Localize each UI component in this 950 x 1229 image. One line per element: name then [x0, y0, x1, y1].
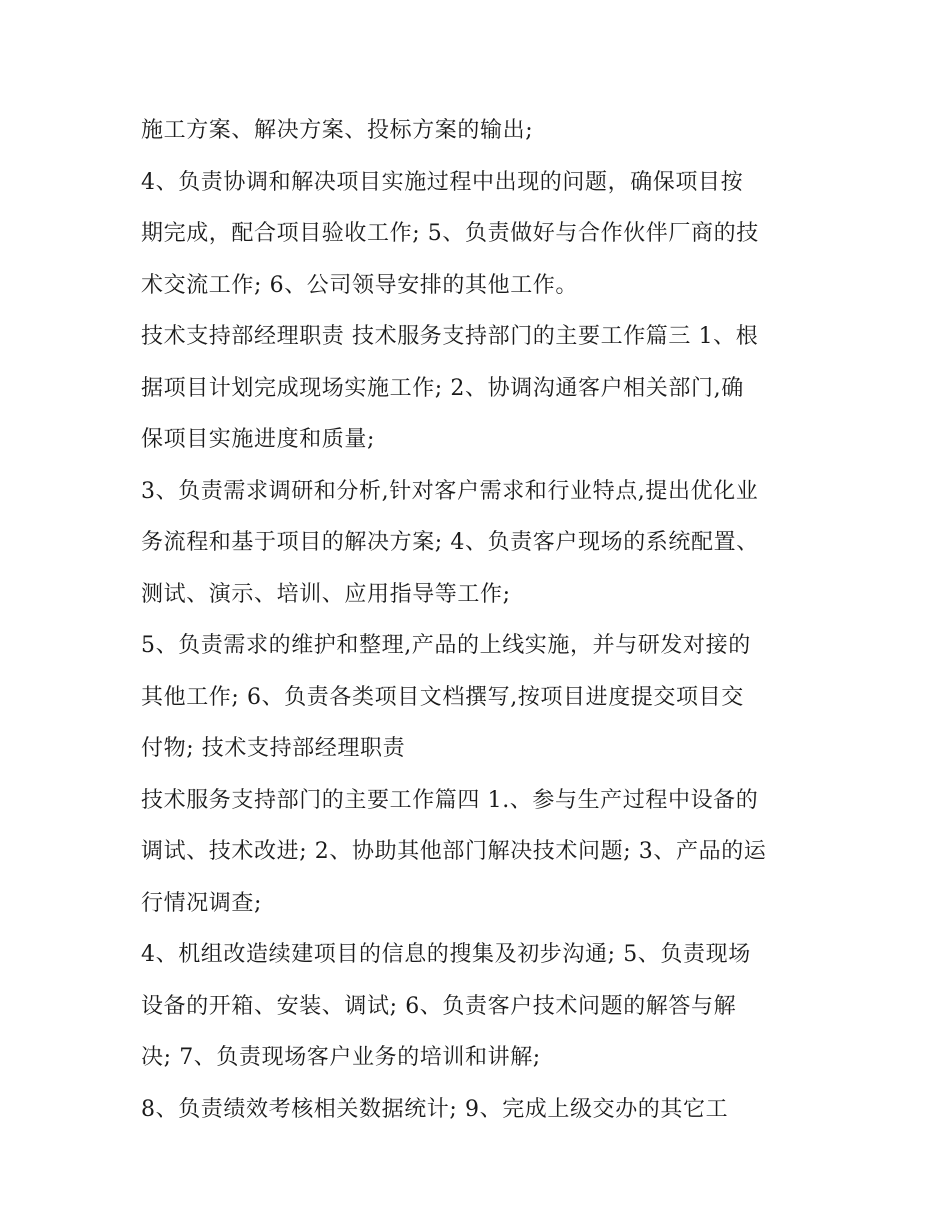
document-body — [141, 105, 821, 1135]
text-line: 3、负责需求调研和分析,针对客户需求和行业特点,提出优化业 — [141, 478, 759, 504]
text-line: 期完成，配合项目验收工作; 5、负责做好与合作伙伴厂商的技 — [141, 221, 759, 246]
text-line: 保项目实施进度和质量; — [141, 427, 376, 452]
text-line: 4、机组改造续建项目的信息的搜集及初步沟通; 5、负责现场 — [141, 942, 751, 967]
text-line: 据项目计划完成现场实施工作; 2、协调沟通客户相关部门,确 — [141, 375, 744, 401]
text-line: 技术支持部经理职责 技术服务支持部门的主要工作篇三 1、根 — [141, 324, 759, 349]
text-line: 调试、技术改进; 2、协助其他部门解决技术问题; 3、产品的运 — [141, 839, 767, 864]
text-line: 5、负责需求的维护和整理,产品的上线实施，并与研发对接的 — [141, 633, 751, 658]
text-line: 施工方案、解决方案、投标方案的输出; — [141, 118, 534, 143]
text-line: 技术服务支持部门的主要工作篇四 1.、参与生产过程中设备的 — [141, 787, 759, 813]
text-line: 付物; 技术支持部经理职责 — [141, 736, 406, 761]
text-line: 8、负责绩效考核相关数据统计; 9、完成上级交办的其它工 — [141, 1096, 729, 1122]
text-line: 设备的开箱、安装、调试; 6、负责客户技术问题的解答与解 — [141, 993, 737, 1019]
text-line: 其他工作; 6、负责各类项目文档撰写,按项目进度提交项目交 — [141, 684, 744, 710]
text-line: 测试、演示、培训、应用指导等工作; — [141, 581, 511, 607]
text-line: 4、负责协调和解决项目实施过程中出现的问题，确保项目按 — [141, 169, 744, 195]
text-line: 行情况调查; — [141, 890, 263, 916]
text-line: 术交流工作; 6、公司领导安排的其他工作。 — [141, 272, 579, 298]
text-line: 务流程和基于项目的解决方案; 4、负责客户现场的系统配置、 — [141, 530, 759, 555]
text-line: 决; 7、负责现场客户业务的培训和讲解; — [141, 1045, 541, 1070]
